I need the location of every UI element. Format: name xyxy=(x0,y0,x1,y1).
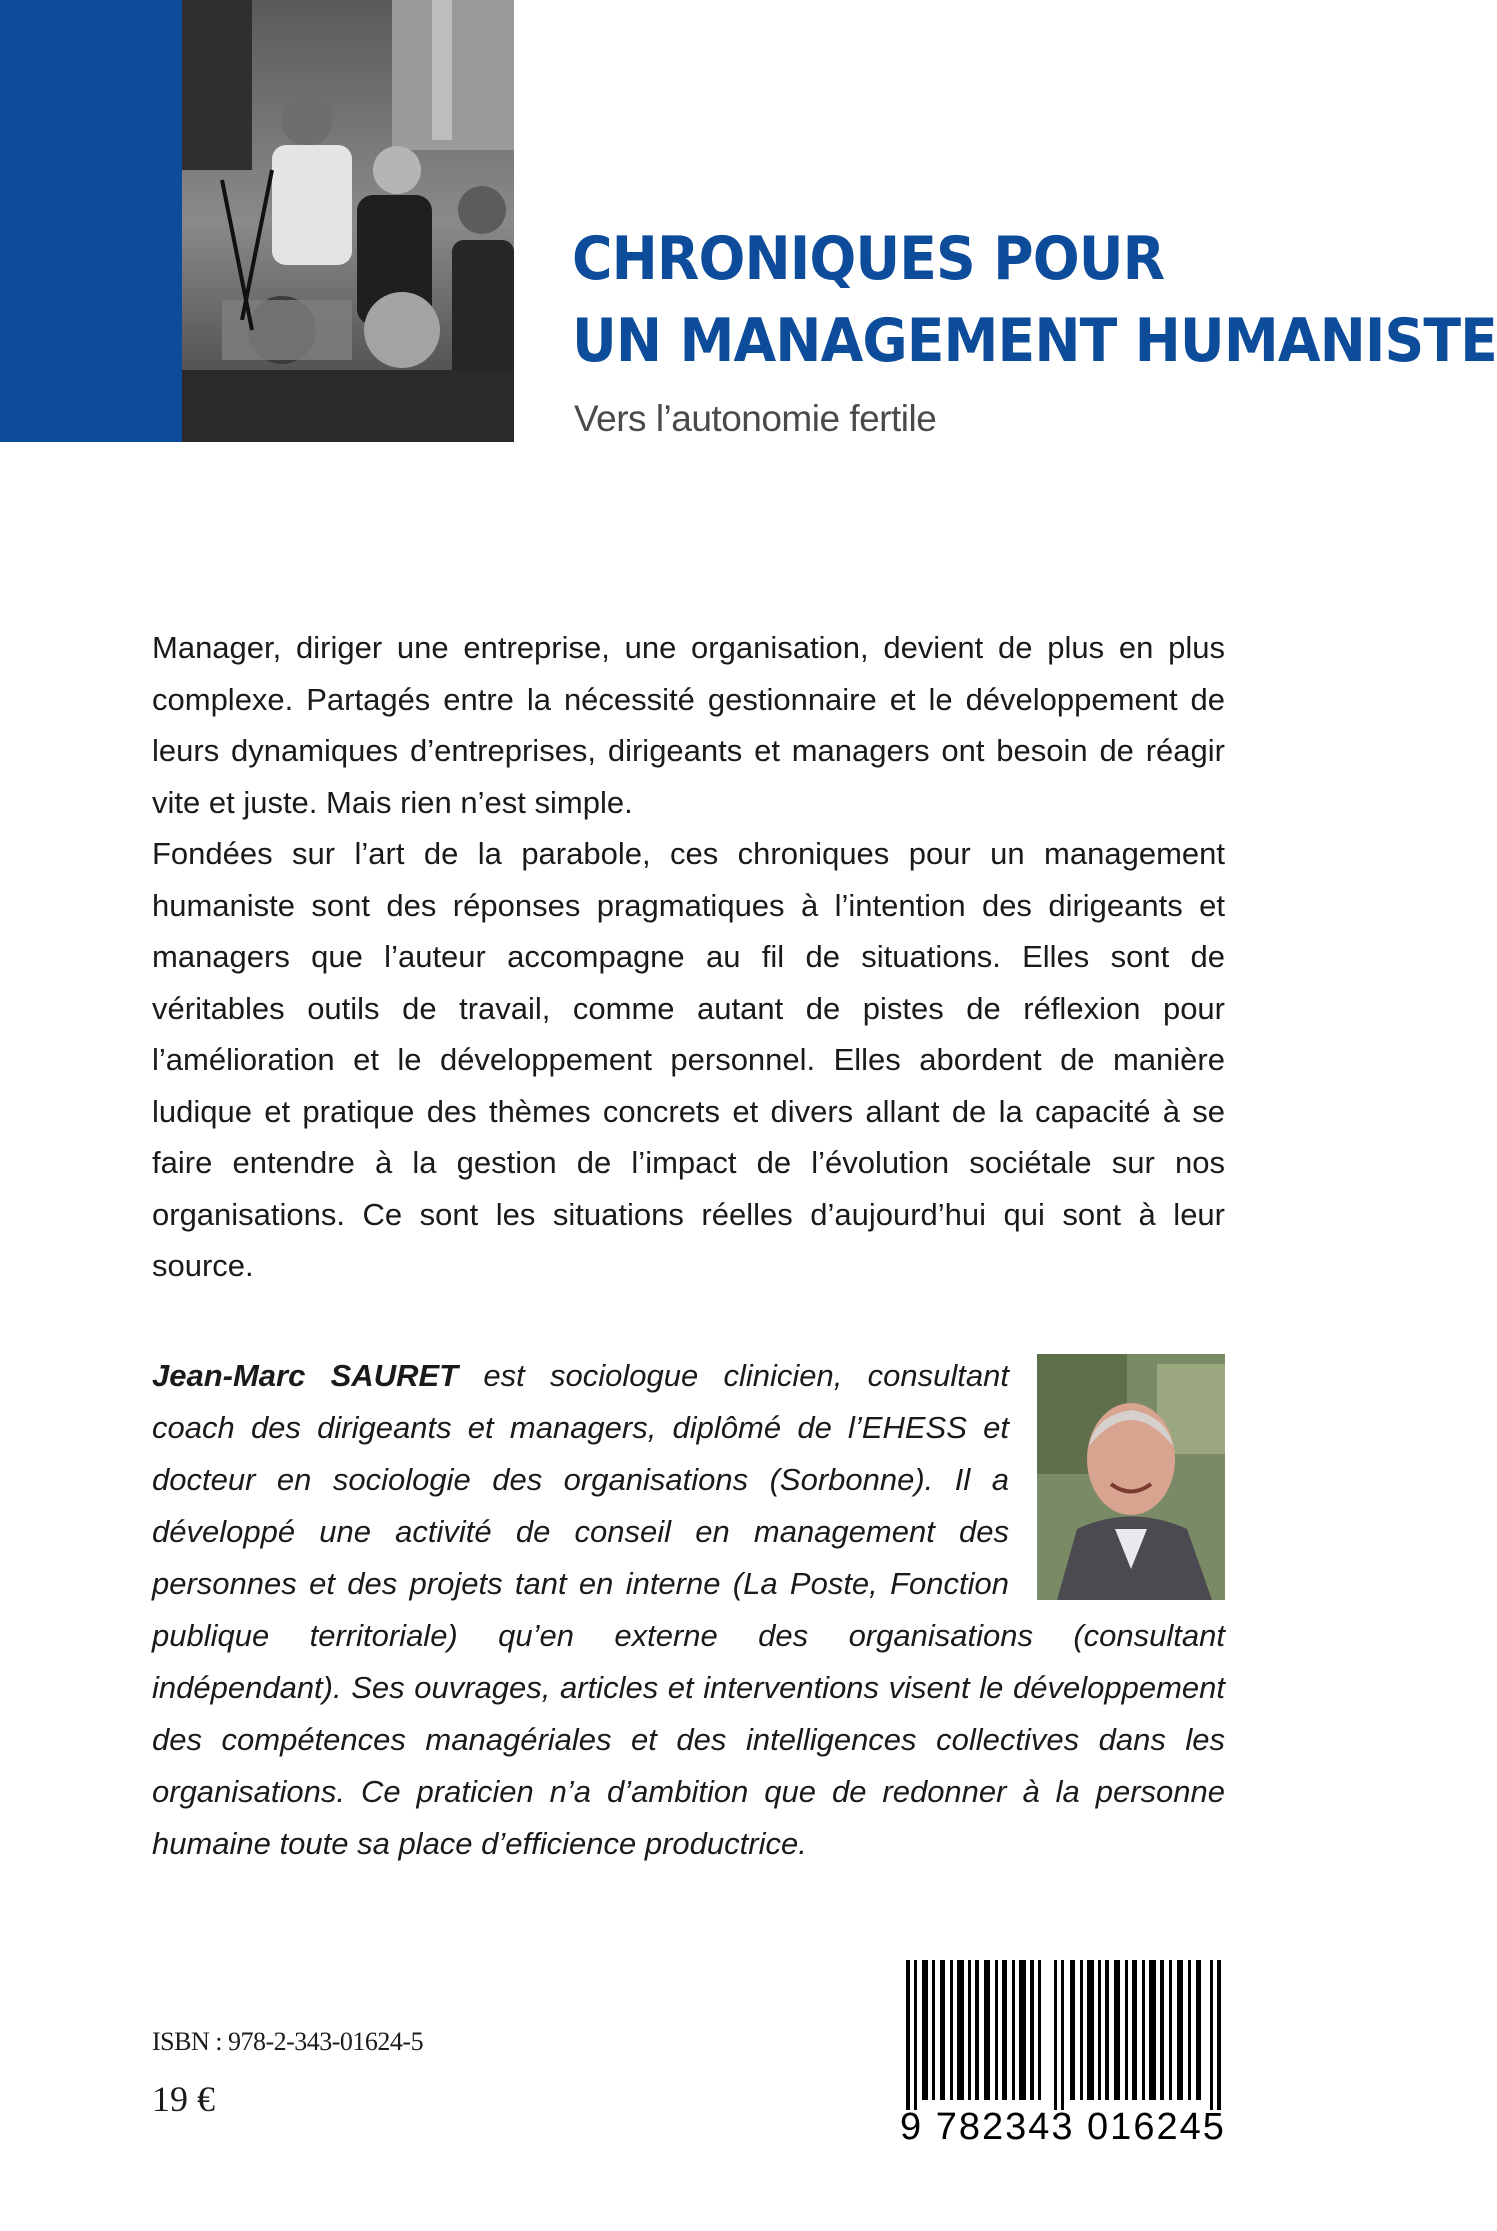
author-photo xyxy=(1037,1354,1225,1600)
title-line-2: UN MANAGEMENT HUMANISTE xyxy=(572,306,1497,376)
barcode-bars xyxy=(900,1960,1228,2110)
blue-band xyxy=(0,0,182,442)
price: 19 € xyxy=(152,2079,215,2119)
blurb-paragraph-2: Fondées sur l’art de la parabole, ces chroniques pour un management humaniste sont des réponses pragmatiques à l’intention des dirigeants et managers que l’auteur accompagne au fil de situations. Elles sont de véritables outils de travail, comme autant de pistes de réflexion pour l’amélioration et le développement personnel. Elles abordent de manière ludique et pratique des thèmes concrets et divers allant de la capacité à se faire entendre à la gestion de l’impact de l’évolution sociétale sur nos organisations. Ce sont les situations réelles d’aujourd’hui qui sont à leur source. xyxy=(152,836,1225,1283)
book-title xyxy=(572,218,1497,382)
author-name: Jean-Marc SAURET xyxy=(152,1358,459,1393)
barcode xyxy=(900,1960,1228,2148)
barcode-digits: 9 782343 016245 xyxy=(900,2106,1226,2148)
blurb-paragraph-1: Manager, diriger une entreprise, une organisation, devient de plus en plus complexe. Partagés entre la nécessité gestionnaire et le développement de leurs dynamiques d’entreprises, dirigeants et managers ont besoin de réagir vite et juste. Mais rien n’est simple. xyxy=(152,630,1225,820)
book-subtitle: Vers l’autonomie fertile xyxy=(574,398,937,439)
author-bio-text: est sociologue clinicien, consultant coach des dirigeants et managers, diplômé de l’EHESS et docteur en sociologie des organisations (Sorbonne). Il a développé une activité de conseil en management des personnes et des projets tant en interne (La Poste, Fonction publique territoriale) qu’en externe des organisations (consultant indépendant). Ses ouvrages, articles et interventions visent le développement des compétences managériales et des intelligences collectives dans les organisations. Ce praticien n’a d’ambition que de redonner à la personne humaine toute sa place d’efficience productrice. xyxy=(152,1358,1225,1861)
crowd-photo xyxy=(182,0,514,442)
isbn: ISBN : 978-2-343-01624-5 xyxy=(152,2027,424,2056)
blurb xyxy=(152,622,1225,1292)
author-bio xyxy=(152,1350,1225,1870)
title-line-1: CHRONIQUES POUR xyxy=(572,224,1165,294)
